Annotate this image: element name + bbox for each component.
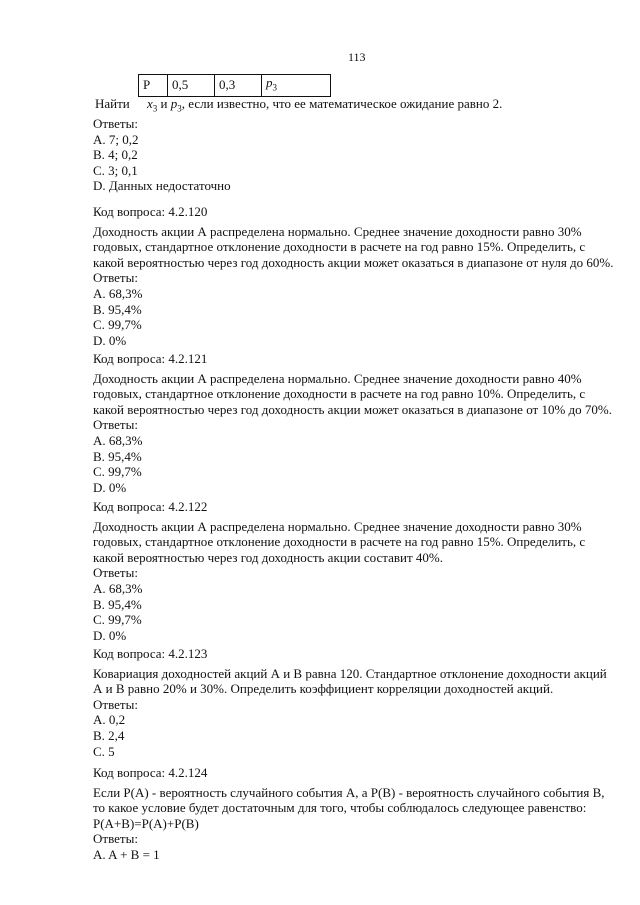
table-cell-var: p [266,75,273,90]
answer-option: C. 3; 0,1 [93,162,138,178]
question-code: Код вопроса: 4.2.123 [93,646,208,661]
answer-option: B. 2,4 [93,727,125,743]
question-text-line: P(A+B)=P(A)+P(B) [93,815,199,831]
question-4-2-124 [93,765,613,863]
find-rest: , если известно, что ее математическое ожидание равно 2. [181,96,503,111]
answer-option: B. 95,4% [93,596,142,612]
question-4-2-120 [93,204,613,348]
answer-option: A. A + B = 1 [93,846,160,862]
question-4-2-122 [93,499,613,643]
question-text-line: Если P(A) - вероятность случайного события А, а P(B) - вероятность случайного события В, [93,784,605,800]
answer-option: A. 68,3% [93,285,143,301]
question-code: Код вопроса: 4.2.124 [93,765,208,780]
table-row [139,75,331,97]
var-x: x [147,96,153,111]
find-line [95,96,502,114]
table-cell-sub: 3 [272,82,277,93]
answer-option: C. 5 [93,743,115,759]
table-cell [262,75,331,97]
var-p: p [170,96,178,111]
question-text-line: какой вероятностью через год доходность акции может оказаться в диапазоне от нуля до 60%. [93,254,614,270]
answer-option: C. 99,7% [93,464,142,480]
answers-label: Ответы: [93,270,138,286]
answers-label: Ответы: [93,116,138,131]
question-4-2-121 [93,351,613,495]
question-text-line: Доходность акции А распределена нормально. Среднее значение доходности равно 40% [93,370,582,386]
table-cell: 0,5 [168,75,215,97]
answers-label: Ответы: [93,831,138,847]
question-text-line: годовых, стандартное отклонение доходности в расчете на год равно 10%. Определить, с [93,386,586,402]
var-p-sub: 3 [177,103,182,114]
answer-option: D. 0% [93,479,127,495]
find-and: и [160,96,168,111]
probability-table [138,74,331,97]
question-text-line: какой вероятностью через год доходность акции составит 40%. [93,549,443,565]
var-x-sub: 3 [152,103,158,114]
question-text-line: какой вероятностью через год доходность акции может оказаться в диапазоне от 10% до 70%. [93,401,612,417]
question-text-line: годовых, стандартное отклонение доходности в расчете на год равно 15%. Определить, с [93,239,586,255]
answers-label: Ответы: [93,565,138,581]
question-text-line: А и В равно 20% и 30%. Определить коэффициент корреляции доходностей акций. [93,681,554,697]
answer-option: A. 0,2 [93,712,126,728]
page-number: 113 [348,50,366,64]
question-text-line: годовых, стандартное отклонение доходности в расчете на год равно 15%. Определить, с [93,534,586,550]
answer-option: C. 99,7% [93,612,142,628]
answer-option: D. 0% [93,627,127,643]
question-code: Код вопроса: 4.2.120 [93,204,208,219]
answer-option: B. 95,4% [93,301,142,317]
question-4-2-123 [93,646,613,759]
answers-label: Ответы: [93,696,138,712]
question-text-line: Ковариация доходностей акций А и В равна 120. Стандартное отклонение доходности акций [93,665,607,681]
answer-option: A. 68,3% [93,580,143,596]
question-code: Код вопроса: 4.2.122 [93,499,208,514]
answer-option: B. 95,4% [93,448,142,464]
find-prefix: Найти [95,96,130,111]
answer-option: B. 4; 0,2 [93,147,138,163]
answer-option: A. 68,3% [93,432,143,448]
answers-label: Ответы: [93,417,138,433]
table-cell: P [139,75,168,97]
answer-option: A. 7; 0,2 [93,131,139,147]
answer-option: D. Данных недостаточно [93,178,231,194]
answer-option: C. 99,7% [93,317,142,333]
answers-block-q1 [93,116,613,194]
table-cell: 0,3 [215,75,262,97]
answer-option: D. 0% [93,332,127,348]
question-text-line: то какое условие будет достаточным для того, чтобы соблюдалось следующее равенство: [93,800,587,816]
question-text-line: Доходность акции А распределена нормально. Среднее значение доходности равно 30% [93,223,582,239]
question-code: Код вопроса: 4.2.121 [93,351,208,366]
question-text-line: Доходность акции А распределена нормально. Среднее значение доходности равно 30% [93,518,582,534]
